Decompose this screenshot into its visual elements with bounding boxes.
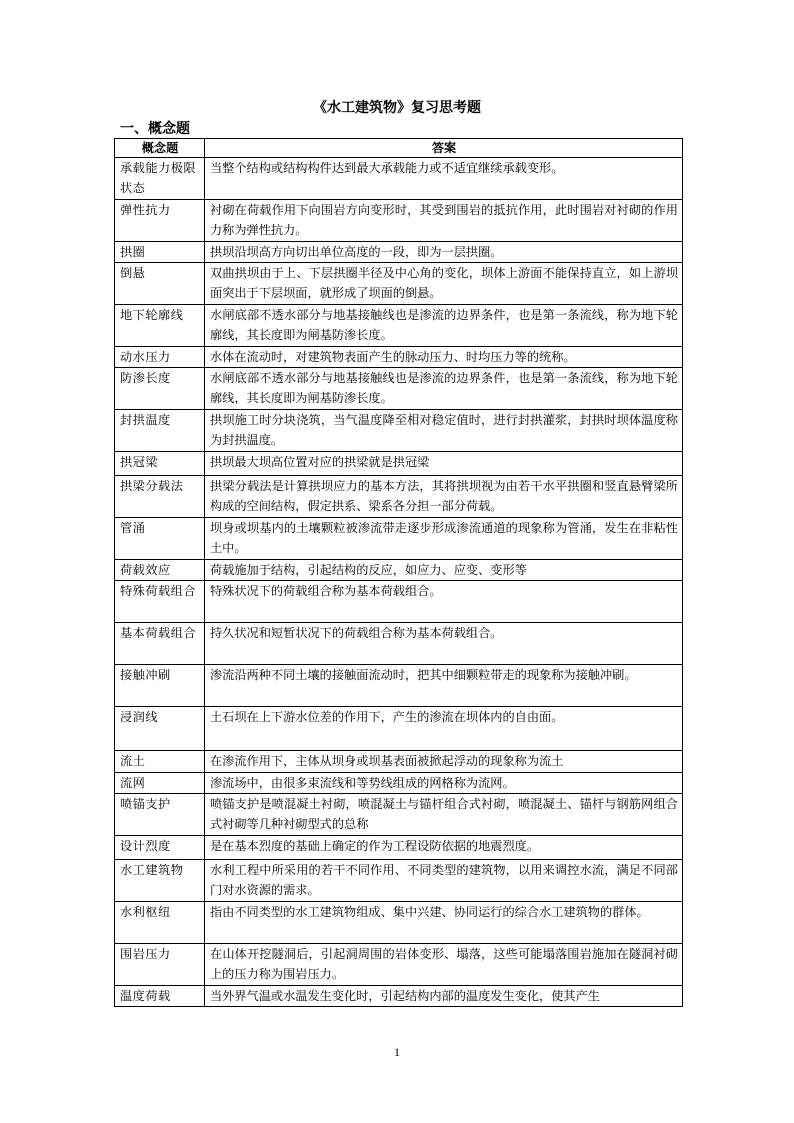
term-cell: 基本荷载组合	[115, 623, 205, 665]
table-row	[115, 410, 683, 452]
answer-cell: 衬砌在荷载作用下向围岩方向变形时，其受到围岩的抵抗作用，此时围岩对衬砌的作用力称为弹性抗力。	[205, 200, 683, 242]
table-row	[115, 794, 683, 836]
table-row	[115, 263, 683, 305]
table-row	[115, 560, 683, 581]
answer-cell: 水利工程中所采用的若干不同作用、不同类型的建筑物，以用来调控水流，满足不同部门对水资源的需求。	[205, 860, 683, 902]
answer-cell: 渗流场中，由很多束流线和等势线组成的网格称为流网。	[205, 773, 683, 794]
answer-cell: 持久状况和短暂状况下的荷载组合称为基本荷载组合。	[205, 623, 683, 665]
table-row	[115, 751, 683, 773]
term-cell: 地下轮廓线	[115, 305, 205, 347]
answer-cell: 特殊状况下的荷载组合称为基本荷载组合。	[205, 581, 683, 623]
answer-cell: 坝身或坝基内的土壤颗粒被渗流带走逐步形成渗流通道的现象称为管涌，发生在非粘性土中。	[205, 518, 683, 560]
table-row	[115, 452, 683, 476]
term-cell: 接触冲刷	[115, 665, 205, 707]
answer-cell: 是在基本烈度的基础上确定的作为工程设防依据的地震烈度。	[205, 836, 683, 860]
answer-cell: 渗流沿两种不同土壤的接触面流动时，把其中细颗粒带走的现象称为接触冲刷。	[205, 665, 683, 707]
table-row	[115, 836, 683, 860]
answer-cell: 拱坝最大坝高位置对应的拱梁就是拱冠梁	[205, 452, 683, 476]
answer-cell: 水体在流动时，对建筑物表面产生的脉动压力、时均压力等的统称。	[205, 347, 683, 368]
table-header-row	[115, 139, 683, 158]
term-cell: 封拱温度	[115, 410, 205, 452]
answer-cell: 喷锚支护是喷混凝土衬砌，喷混凝土与锚杆组合式衬砌，喷混凝土、锚杆与钢筋网组合式衬砌等几种衬砌型式的总称	[205, 794, 683, 836]
answer-cell: 拱坝沿坝高方向切出单位高度的一段，即为一层拱圈。	[205, 242, 683, 263]
term-cell: 流土	[115, 751, 205, 773]
term-cell: 特殊荷载组合	[115, 581, 205, 623]
term-cell: 拱圈	[115, 242, 205, 263]
header-answer: 答案	[205, 139, 683, 158]
answer-cell: 水闸底部不透水部分与地基接触线也是渗流的边界条件，也是第一条流线，称为地下轮廓线，其长度即为闸基防渗长度。	[205, 368, 683, 410]
table-row	[115, 860, 683, 902]
table-row	[115, 200, 683, 242]
table-row	[115, 623, 683, 665]
answer-cell: 拱梁分载法是计算拱坝应力的基本方法，其将拱坝视为由若干水平拱圈和竖直悬臂梁所构成的空间结构，假定拱系、梁系各分担一部分荷载。	[205, 476, 683, 518]
term-cell: 管涌	[115, 518, 205, 560]
answer-cell: 土石坝在上下游水位差的作用下，产生的渗流在坝体内的自由面。	[205, 707, 683, 751]
answer-cell: 水闸底部不透水部分与地基接触线也是渗流的边界条件，也是第一条流线，称为地下轮廓线，其长度即为闸基防渗长度。	[205, 305, 683, 347]
table-row	[115, 347, 683, 368]
table-row	[115, 986, 683, 1007]
term-cell: 弹性抗力	[115, 200, 205, 242]
answer-cell: 拱坝施工时分块浇筑，当气温度降至相对稳定值时，进行封拱灌浆，封拱时坝体温度称为封拱温度。	[205, 410, 683, 452]
table-row	[115, 902, 683, 944]
table-row	[115, 158, 683, 200]
table-row	[115, 305, 683, 347]
term-cell: 设计烈度	[115, 836, 205, 860]
header-term: 概念题	[115, 139, 205, 158]
term-cell: 拱梁分载法	[115, 476, 205, 518]
answer-cell: 当整个结构或结构构件达到最大承载能力或不适宜继续承载变形。	[205, 158, 683, 200]
document-title: 《水工建筑物》复习思考题	[313, 100, 481, 116]
section-heading: 一、概念题	[120, 121, 190, 137]
concept-table	[114, 138, 683, 1007]
table-row	[115, 773, 683, 794]
term-cell: 喷锚支护	[115, 794, 205, 836]
term-cell: 承载能力极限状态	[115, 158, 205, 200]
table-row	[115, 368, 683, 410]
table-row	[115, 476, 683, 518]
answer-cell: 指由不同类型的水工建筑物组成、集中兴建、协同运行的综合水工建筑物的群体。	[205, 902, 683, 944]
term-cell: 倒悬	[115, 263, 205, 305]
answer-cell: 在渗流作用下，主体从坝身或坝基表面被掀起浮动的现象称为流土	[205, 751, 683, 773]
term-cell: 防渗长度	[115, 368, 205, 410]
table-row	[115, 665, 683, 707]
table-row	[115, 242, 683, 263]
answer-cell: 在山体开挖隧洞后，引起洞周围的岩体变形、塌落，这些可能塌落围岩施加在隧洞衬砌上的压力称为围岩压力。	[205, 944, 683, 986]
term-cell: 水工建筑物	[115, 860, 205, 902]
table-row	[115, 944, 683, 986]
term-cell: 流网	[115, 773, 205, 794]
table-row	[115, 707, 683, 751]
answer-cell: 当外界气温或水温发生变化时，引起结构内部的温度发生变化，使其产生	[205, 986, 683, 1007]
answer-cell: 荷载施加于结构，引起结构的反应，如应力、应变、变形等	[205, 560, 683, 581]
term-cell: 拱冠梁	[115, 452, 205, 476]
answer-cell: 双曲拱坝由于上、下层拱圈半径及中心角的变化，坝体上游面不能保持直立，如上游坝面突出于下层坝面，就形成了坝面的倒悬。	[205, 263, 683, 305]
term-cell: 温度荷载	[115, 986, 205, 1007]
term-cell: 荷载效应	[115, 560, 205, 581]
table-row	[115, 581, 683, 623]
page-number: 1	[394, 1045, 400, 1059]
term-cell: 动水压力	[115, 347, 205, 368]
term-cell: 围岩压力	[115, 944, 205, 986]
term-cell: 水利枢纽	[115, 902, 205, 944]
table-row	[115, 518, 683, 560]
term-cell: 浸润线	[115, 707, 205, 751]
